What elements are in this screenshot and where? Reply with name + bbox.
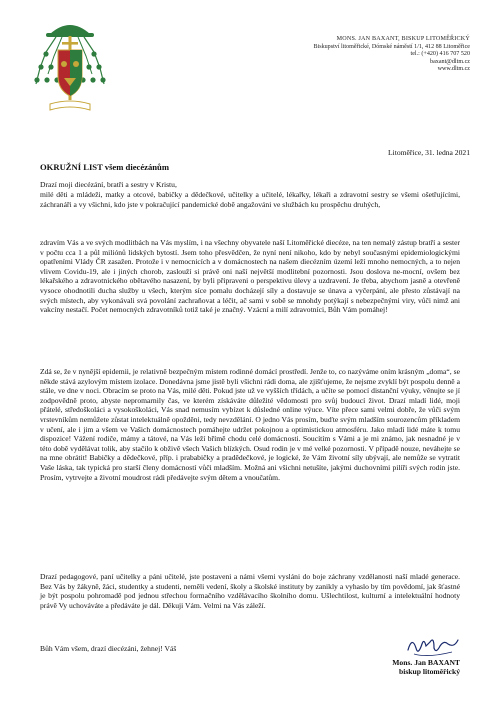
signer-block xyxy=(392,658,460,677)
letterhead-email[interactable]: baxant@dltm.cz xyxy=(430,58,470,65)
paragraph-families: Zdá se, že v nynější epidemii, je relativně bezpečným místem rodinné domácí prostředí. Jenže to, co nazýváme oním krásným „doma“, se někde stává azylovým místem izolace. Donedávna jsme jistě byli všichni rádi doma, ale zjišťujeme, že nejsme zvyklí být pospolu denně a stále, ve dne v noci. Obracím se proto na Vás, milé děti. Pokud jste už ve vyšších třídách, a učíte se pomocí distanční výuky, věnujte se jí zodpovědně proto, abyste nepromarnily čas, ve kterém získáváte důležité vědomosti pro svůj budoucí život. Drazí mladí lidé, moji přátelé, středoškoláci a vysokoškoláci, Vás snad nemusím vybízet k důsledné online výuce. Víte přece sami velmi dobře, že vůči svým vrstevníkům nemůžete zůstat intelektuálně opožděni, tedy nevzdělání. O jedno Vás prosím, buďte svým mladším sourozencům příkladem v učení, ale i jim a všem ve Vašich domácnostech pomáhejte udržet pokojnou a optimistickou atmosféru. Jako mladí lidé máte k tomu dispozice! Vážení rodiče, mámy a tátové, na Vás leží břímě chodu celé domácnosti. Soucítím s Vámi a je mi známo, jak nesnadné je v této době vydělávat tolik, aby stačilo k obživě všech Vašich blízkých. Osud rodin je v mé velké pozornosti. V případě nouze, neváhejte se na mne obrátit! Babičky a dědečkové, příp. i prababičky a pradědečkové, je logické, že Vám životní síly ubývají, ale nemůže se vytratit Vaše láska, tak typická pro starší členy domácností vůči mladším. Možná ani všichni netušíte, jakými duchovními pilíři svých rodin jste. Prosím, vytrvejte a životní moudrost rádi předávejte svým dětem a vnoučatům. xyxy=(40,367,460,482)
coat-of-arms xyxy=(28,14,112,122)
signer-title: biskup litoměřický xyxy=(399,667,460,677)
signer-name: Mons. Jan BAXANT xyxy=(392,658,460,667)
letterhead-web[interactable]: www.dltm.cz xyxy=(437,66,470,73)
letter-date: Litoměřice, 31. ledna 2021 xyxy=(387,148,470,157)
letterhead-phone: tel.: (+420) 416 707 520 xyxy=(410,51,470,58)
letter-title: OKRUŽNÍ LIST všem diecézánům xyxy=(40,162,169,172)
paragraph-health-workers: zdravím Vás a ve svých modlitbách na Vás myslím, i na všechny obyvatele naší Litoměřické diecéze, na ten nemalý zástup bratří a sester v počtu cca 1 a půl miliónů lidských bytostí. Jsem toho přesvědčen, že nyní není nikoho, kdo by nebyl současnými epidemiologickými opatřeními Vlády ČR zasažen. Protože i v nemocnicích a v domácnostech na našem diecézním území leží mnoho nemocných, a to nejen vlivem Covidu-19, ale i jiných chorob, zaslouží si právě oni naší největší modlitební pozornosti. Jsou doslova ne-mocní, ovšem bez lékařského a zdravotnického obětavého nasazení, by byli připraveni o perspektivu úlevy a uzdravení. Je třeba, abychom jasně a otevřeně vysoce ohodnotili ducha služby u všech, kterým síce pomalu docházejí síly a dostavuje se únava a vyčerpání, ale přesto zůstávají na svých místech, aby vykonávali svá povolání zachraňovat a léčit, ač sami v sobě se mnohdy potýkají s nebezpečnými viry, vůči nimž ani vakcíny nestačí. Počet nemocných zdravotníků totiž také je značný. Vzácní a milí zdravotníci, Bůh Vám pomáhej! xyxy=(40,238,460,315)
paragraph-addressees: milé děti a mládeži, matky a otcové, babičky a dědečkové, učitelky a učitelé, lékařky, lékaři a zdravotní sestry se všemi ošetřujícími, záchranáři a vy všichni, kdo jste v pokračující pandemické době angažováni ve službách ku prospěchu druhých, xyxy=(40,190,460,209)
letterhead-office: Biskupství litoměřické, Dómské náměstí 1/1, 412 88 Litoměřice xyxy=(313,43,470,50)
letterhead xyxy=(240,36,470,74)
letter-salutation: Drazí moji diecézání, bratři a sestry v Kristu, xyxy=(40,180,177,189)
letter-closing: Bůh Vám všem, drazí diecézáni, žehnej! Váš xyxy=(40,644,177,653)
paragraph-teachers: Drazí pedagogové, paní učitelky a páni učitelé, jste postaveni a námi všemi vysláni do boje záchrany vzdělanosti naší mladé generace. Bez Vás by žákyně, žáci, studentky a studenti, neměli vedení, školy a školské instituty by zanikly a vyhaslo by tím povědomí, jak šťastné je být pospolu pohromadě pod jednou střechou formačního vzdělávacího školního domu. Ušlechtilost, kulturní a intelektuální hodnoty právě Vy uchováváte a předáváte je dál. Děkuji Vám. Velmi na Vás záleží. xyxy=(40,572,460,610)
letterhead-bishop: MONS. JAN BAXANT, BISKUP LITOMĚŘICKÝ xyxy=(336,36,470,42)
